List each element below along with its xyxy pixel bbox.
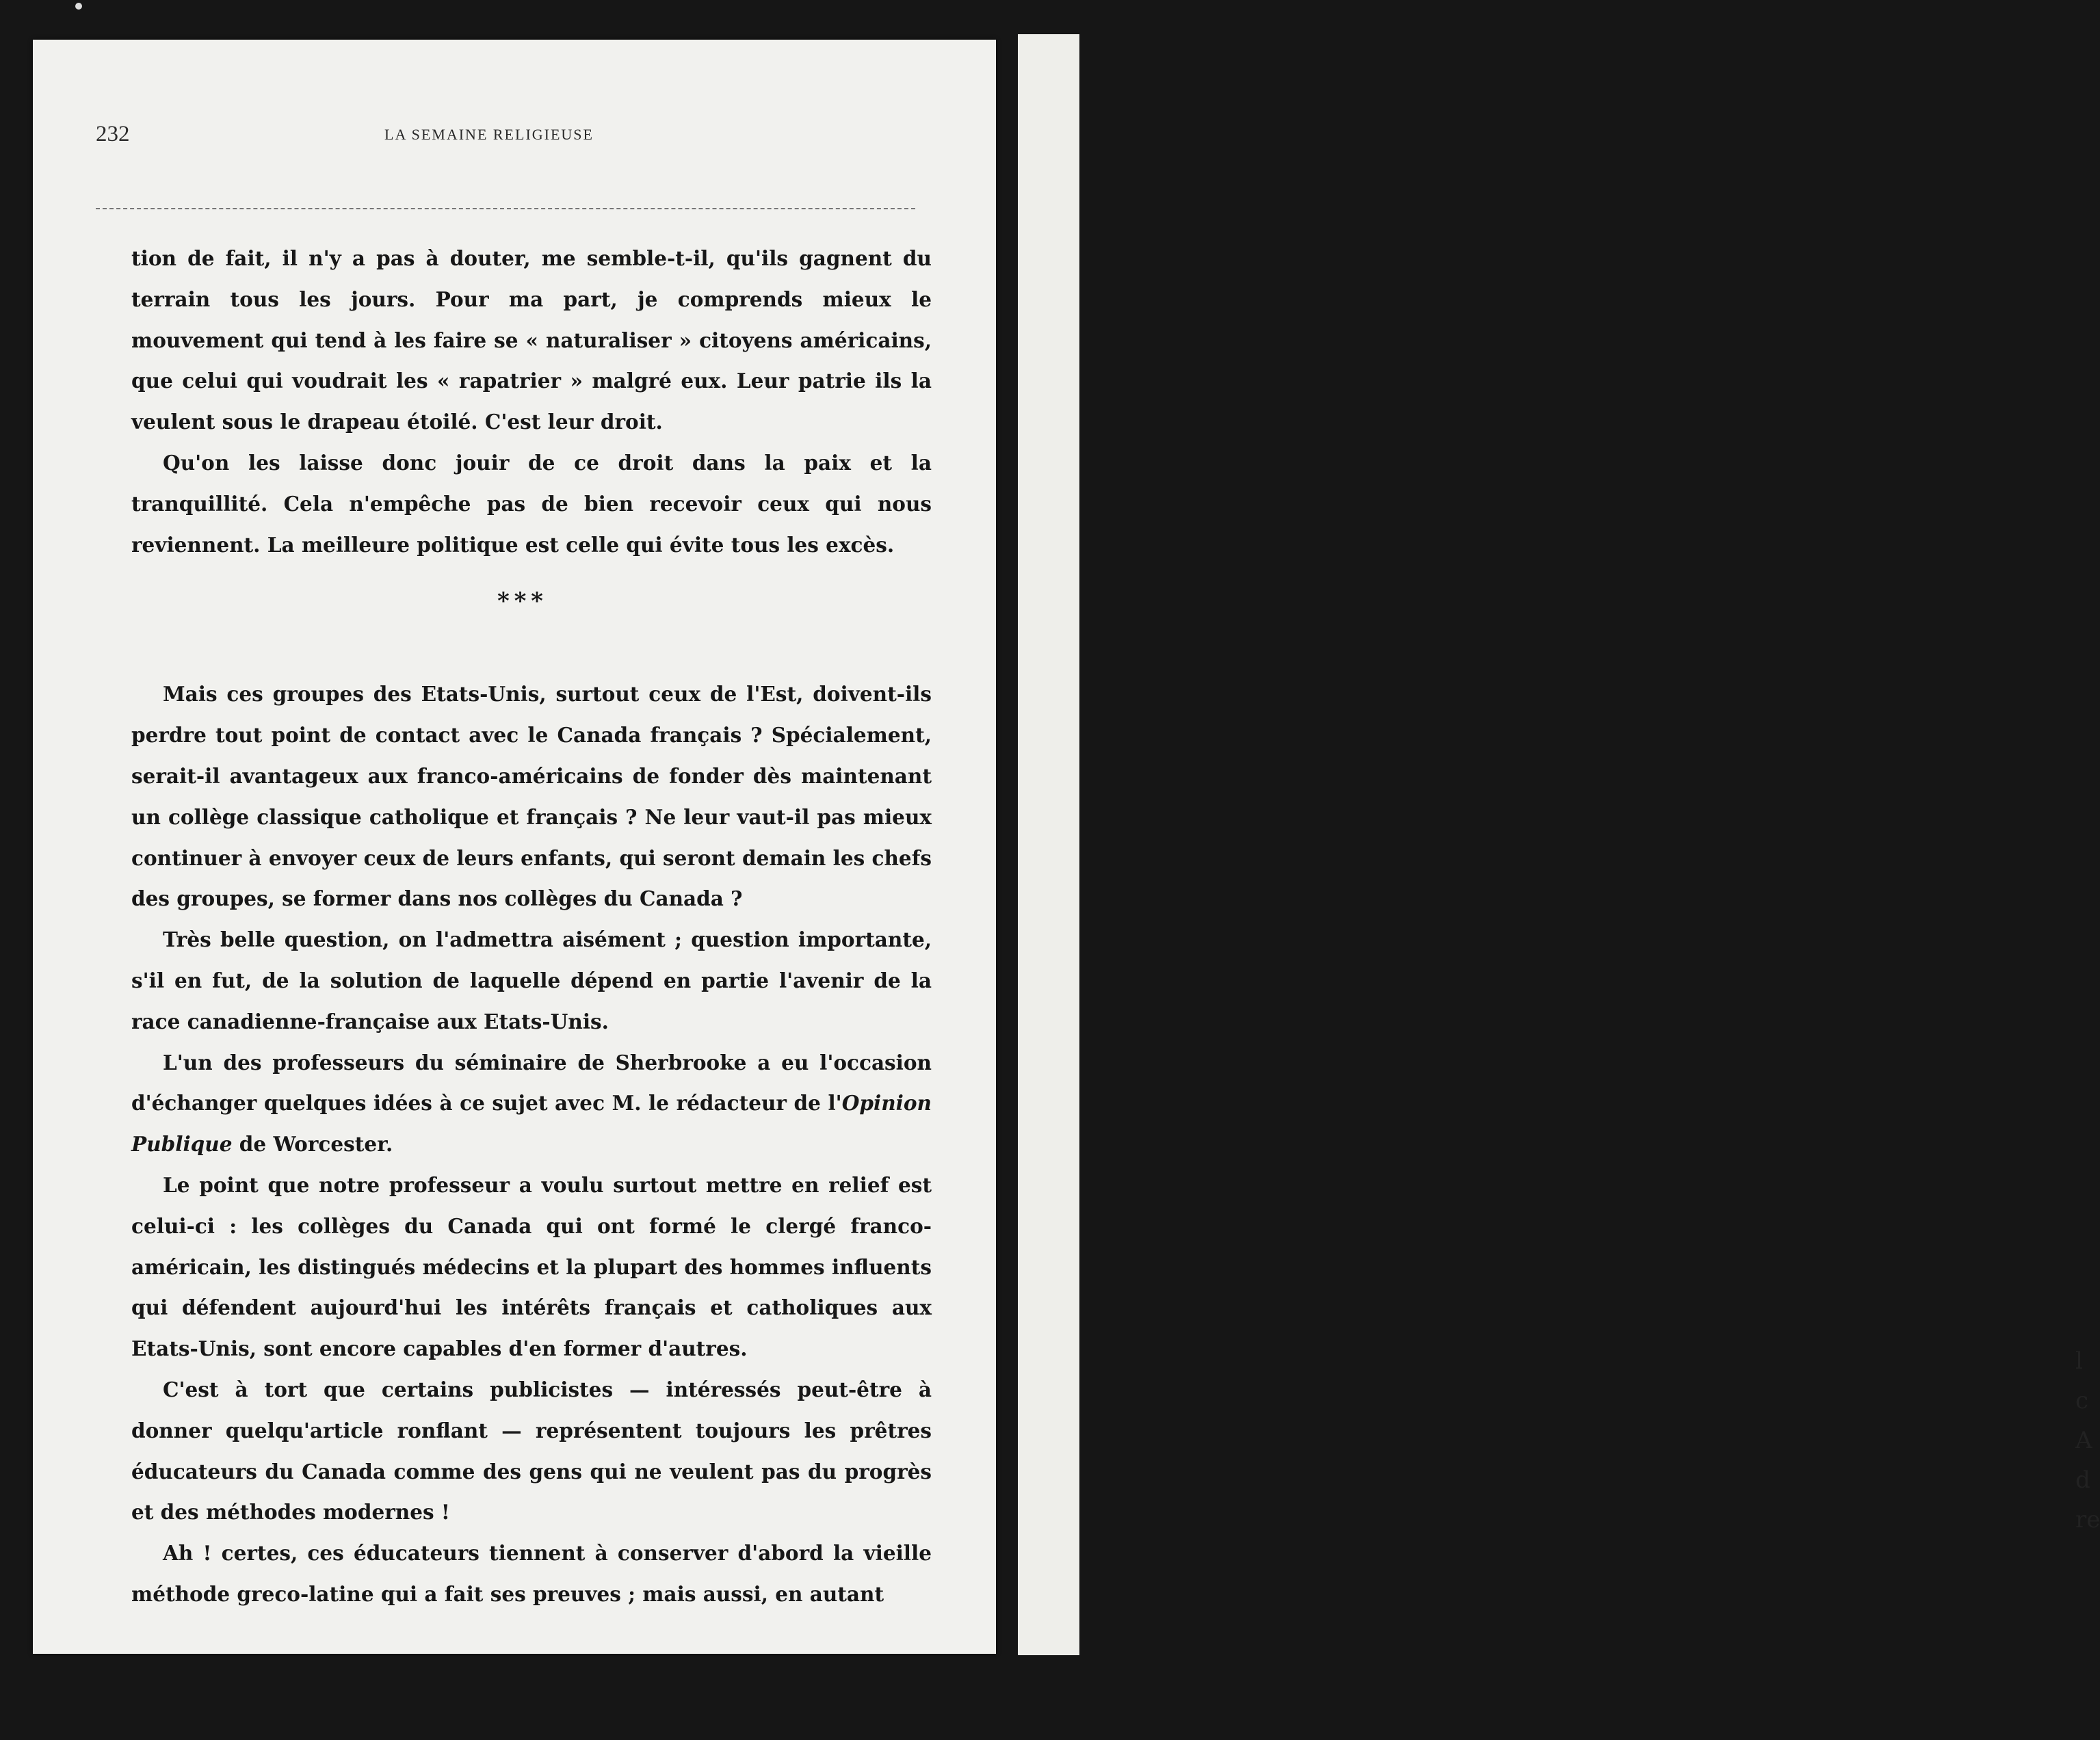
running-header [96, 122, 917, 149]
paragraph: Le point que notre professeur a voulu surtout mettre en relief est celui-ci : les collèges du Canada qui ont formé le clergé franco-américain, les distingués médecins et la plupart des hommes influents qui défendent aujourd'hui les intérêts français et catholiques aux Etats-Unis, sont encore capables d'en former d'autres. [131, 1172, 932, 1361]
scan-speck [75, 3, 82, 10]
paragraph-text: L'un des professeurs du séminaire de Sherbrooke a eu l'occasion d'échanger quelques idées à ce sujet avec M. le rédacteur de l' [131, 1050, 932, 1116]
paragraph: tion de fait, il n'y a pas à douter, me semble-t-il, qu'ils gagnent du terrain tous les jours. Pour ma part, je comprends mieux le mouvement qui tend à les faire se « naturaliser » citoyens américains, que celui qui voudrait les « rapatrier » malgré eux. Leur patrie ils la veulent sous le drapeau étoilé. C'est leur droit. [131, 246, 932, 434]
paragraph: Mais ces groupes des Etats-Unis, surtout ceux de l'Est, doivent-ils perdre tout point de contact avec le Canada français ? Spécialement, serait-il avantageux aux franco-américains de fonder dès maintenant un collège classique catholique et français ? Ne leur vaut-il pas mieux continuer à envoyer ceux de leurs enfants, qui seront demain les chefs des groupes, se former dans nos collèges du Canada ? [131, 682, 932, 911]
header-rule [96, 208, 915, 209]
adjacent-line: c [2075, 1387, 2089, 1414]
asterism: * * * [497, 588, 543, 616]
section-separator [131, 565, 932, 674]
paragraph: Qu'on les laisse donc jouir de ce droit dans la paix et la tranquillité. Cela n'empêche pas de bien recevoir ceux qui nous reviennent. La meilleure politique est celle qui évite tous les excès. [131, 450, 932, 557]
adjacent-line: l [2075, 1347, 2083, 1375]
adjacent-line: re [2075, 1506, 2100, 1533]
page-number: 232 [96, 122, 130, 146]
paragraph: Ah ! certes, ces éducateurs tiennent à conserver d'abord la vieille méthode greco-latine qui a fait ses preuves ; mais aussi, en autant [131, 1541, 932, 1606]
publication-title: Opinion Publique [131, 1091, 932, 1157]
paragraph: C'est à tort que certains publicistes — intéressés peut-être à donner quelqu'article ronflant — représentent toujours les prêtres éducateurs du Canada comme des gens qui ne veulent pas du progrès et des méthodes modernes ! [131, 1377, 932, 1525]
running-title: LA SEMAINE RELIGIEUSE [384, 126, 594, 143]
adjacent-page-edge [1018, 34, 2100, 1655]
paragraph: Très belle question, on l'admettra aisément ; question importante, s'il en fut, de la solution de laquelle dépend en partie l'avenir de la race canadienne-française aux Etats-Unis. [131, 927, 932, 1033]
paragraph [131, 1042, 932, 1165]
adjacent-page-fragment [2075, 1347, 2100, 1546]
adjacent-line: d [2075, 1466, 2090, 1494]
body-text [131, 238, 932, 1615]
paragraph-text: de Worcester. [232, 1132, 393, 1157]
adjacent-line: A [2075, 1427, 2092, 1454]
